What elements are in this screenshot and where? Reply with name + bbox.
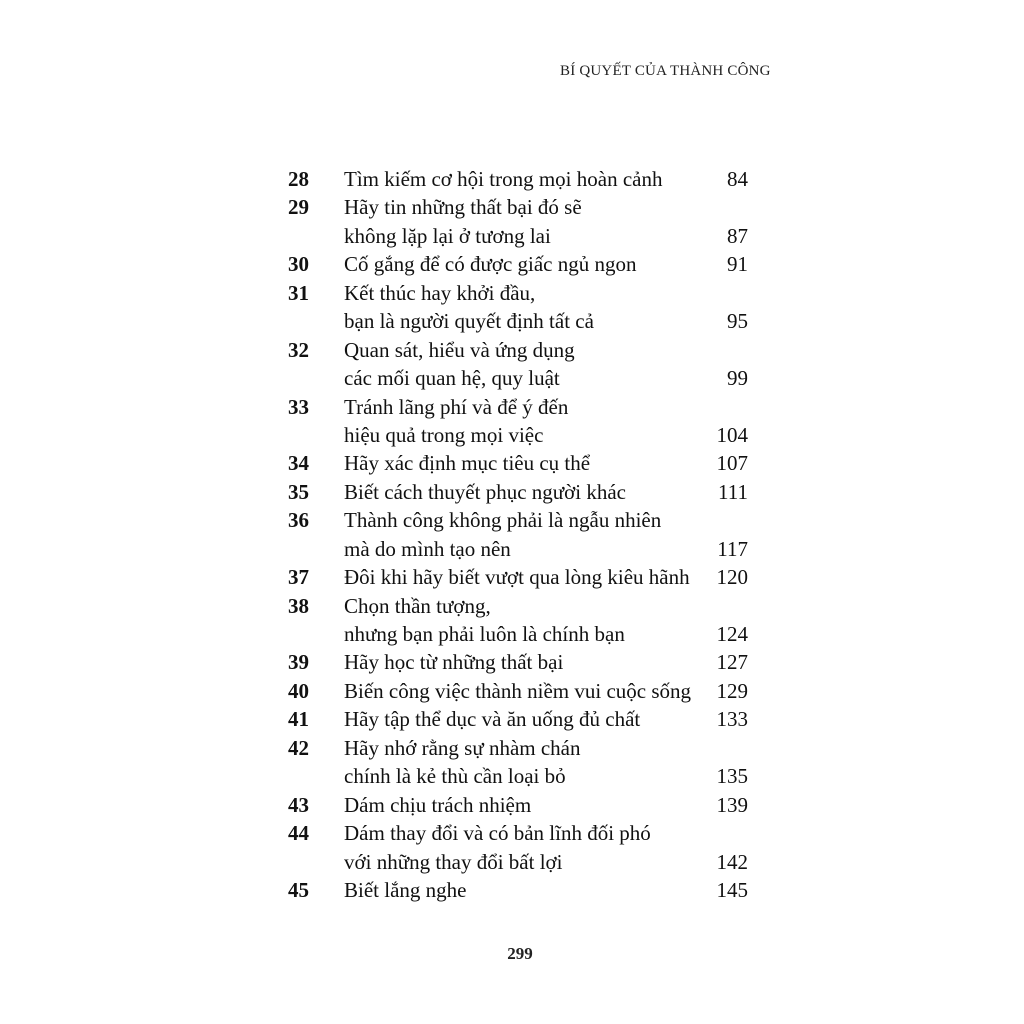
toc-entry: [288, 592, 748, 649]
entry-title: không lặp lại ở tương lai: [344, 223, 551, 248]
entry-title: Đôi khi hãy biết vượt qua lòng kiêu hãnh: [344, 565, 690, 590]
toc-entry-line: [288, 648, 748, 676]
toc-entry-line: [288, 449, 748, 477]
entry-title: Chọn thần tượng,: [344, 593, 491, 618]
entry-title: Tránh lãng phí và để ý đến: [344, 394, 569, 419]
toc-entry-line: [288, 762, 748, 790]
entry-title: hiệu quả trong mọi việc: [344, 422, 544, 447]
toc-entry-line: [288, 307, 748, 335]
entry-title: Biết lắng nghe: [344, 877, 467, 902]
entry-number: 39: [288, 650, 309, 675]
toc-entry-line: [288, 819, 748, 847]
toc-entry-line: [288, 393, 748, 421]
entry-title: bạn là người quyết định tất cả: [344, 309, 594, 334]
entry-page-number: 107: [716, 451, 748, 476]
entry-title: Cố gắng để có được giấc ngủ ngon: [344, 252, 637, 277]
entry-number: 32: [288, 337, 309, 362]
entry-page-number: 139: [716, 792, 748, 817]
entry-title: Dám chịu trách nhiệm: [344, 792, 532, 817]
entry-page-number: 127: [716, 650, 748, 675]
entry-page-number: 117: [717, 536, 748, 561]
toc-entry: [288, 250, 748, 278]
entry-page-number: 129: [716, 678, 748, 703]
toc-entry: [288, 734, 748, 791]
entry-title: Thành công không phải là ngẫu nhiên: [344, 508, 662, 533]
entry-page-number: 99: [727, 366, 748, 391]
entry-page-number: 87: [727, 223, 748, 248]
entry-number: 31: [288, 280, 309, 305]
toc-entry: [288, 506, 748, 563]
entry-title: Biết cách thuyết phục người khác: [344, 479, 626, 504]
entry-page-number: 135: [716, 764, 748, 789]
entry-title: Hãy xác định mục tiêu cụ thể: [344, 451, 591, 476]
entry-number: 28: [288, 167, 309, 191]
toc-entry: [288, 478, 748, 506]
entry-number: 36: [288, 508, 309, 533]
toc-entry-line: [288, 876, 748, 904]
entry-page-number: 111: [718, 479, 748, 504]
toc-entry-line: [288, 705, 748, 733]
toc-entry: [288, 279, 748, 336]
entry-title: chính là kẻ thù cần loại bỏ: [344, 764, 566, 789]
toc-entry-line: [288, 165, 748, 193]
entry-page-number: 120: [716, 565, 748, 590]
entry-number: 45: [288, 877, 309, 902]
toc-entry-line: [288, 563, 748, 591]
toc-entry: [288, 705, 748, 733]
running-header: BÍ QUYẾT CỦA THÀNH CÔNG: [560, 63, 771, 79]
entry-title: Hãy học từ những thất bại: [344, 650, 564, 675]
entry-number: 30: [288, 252, 309, 277]
toc-entry: [288, 449, 748, 477]
entry-number: 44: [288, 821, 309, 846]
toc-entry-line: [288, 734, 748, 762]
entry-page-number: 142: [716, 849, 748, 874]
entry-title: các mối quan hệ, quy luật: [344, 366, 560, 391]
toc-entry-line: [288, 364, 748, 392]
entry-number: 40: [288, 678, 309, 703]
toc-entry-line: [288, 791, 748, 819]
entry-page-number: 95: [727, 309, 748, 334]
entry-title: nhưng bạn phải luôn là chính bạn: [344, 622, 625, 646]
entry-number: 43: [288, 792, 309, 817]
toc-entry-line: [288, 222, 748, 250]
entry-number: 34: [288, 451, 309, 476]
toc-entry-line: [288, 279, 748, 307]
entry-page-number: 124: [716, 622, 748, 646]
entry-number: 37: [288, 565, 309, 590]
toc-entry-line: [288, 620, 748, 648]
entry-title: mà do mình tạo nên: [344, 536, 511, 561]
entry-number: 41: [288, 707, 309, 732]
entry-page-number: 145: [716, 877, 748, 902]
entry-title: Hãy nhớ rằng sự nhàm chán: [344, 735, 581, 760]
entry-number: 42: [288, 735, 309, 760]
toc-entry-line: [288, 848, 748, 876]
entry-title: Biến công việc thành niềm vui cuộc sống: [344, 678, 692, 703]
toc-entry: [288, 819, 748, 876]
toc-entry-line: [288, 421, 748, 449]
toc-entry: [288, 563, 748, 591]
toc-entry: [288, 193, 748, 250]
toc-entry: [288, 677, 748, 705]
entry-number: 33: [288, 394, 309, 419]
toc-entry: [288, 648, 748, 676]
toc-entry-line: [288, 677, 748, 705]
entry-page-number: 84: [727, 167, 748, 191]
toc-entry: [288, 876, 748, 904]
entry-page-number: 91: [727, 252, 748, 277]
entry-title: với những thay đổi bất lợi: [344, 849, 563, 874]
entry-number: 35: [288, 479, 309, 504]
toc-entry-line: [288, 336, 748, 364]
toc-entry-line: [288, 592, 748, 620]
entry-title: Dám thay đổi và có bản lĩnh đối phó: [344, 821, 651, 846]
page-number: 299: [507, 944, 533, 963]
entry-title: Hãy tin những thất bại đó sẽ: [344, 195, 582, 220]
entry-title: Hãy tập thể dục và ăn uống đủ chất: [344, 707, 641, 732]
toc-entry: [288, 336, 748, 393]
toc-entry: [288, 393, 748, 450]
entry-page-number: 104: [716, 422, 748, 447]
toc-entry-line: [288, 506, 748, 534]
toc-entry: [288, 165, 748, 193]
toc-entry-line: [288, 250, 748, 278]
table-of-contents: [288, 165, 748, 904]
entry-title: Quan sát, hiểu và ứng dụng: [344, 337, 575, 362]
entry-number: 38: [288, 593, 309, 618]
toc-entry-line: [288, 478, 748, 506]
toc-entry: [288, 791, 748, 819]
entry-page-number: 133: [716, 707, 748, 732]
toc-entry-line: [288, 193, 748, 221]
entry-number: 29: [288, 195, 309, 220]
entry-title: Kết thúc hay khởi đầu,: [344, 280, 536, 305]
entry-title: Tìm kiếm cơ hội trong mọi hoàn cảnh: [344, 167, 663, 191]
toc-entry-line: [288, 535, 748, 563]
